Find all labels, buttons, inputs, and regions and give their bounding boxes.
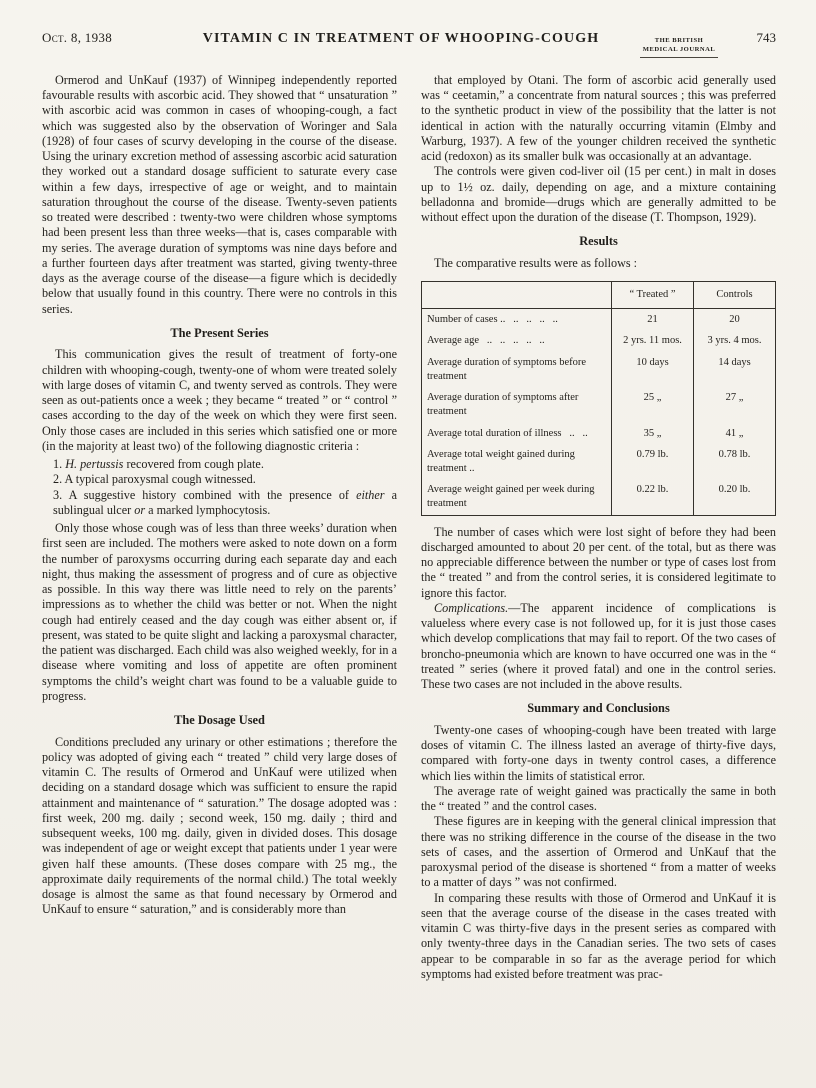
criteria-text: a sublingual ulcer [53,487,398,517]
row-label: Number of cases .. .. .. .. .. [427,313,558,325]
controls-value: 27 „ [694,387,776,422]
table-row [422,308,776,330]
controls-value: 14 days [694,352,776,387]
paragraph: The comparative results were as follows : [434,255,638,270]
paragraph: The average rate of weight gained was practically the same in both the “ treated ” and the control cases. [421,783,776,814]
table-row [422,387,776,422]
table-header-controls: Controls [694,282,776,309]
table-row [422,330,776,352]
criteria-number: 1. [53,457,63,472]
journal-name-line1: THE BRITISH [654,37,704,44]
article-body [42,73,776,982]
table-row [422,352,776,387]
controls-value: 0.20 lb. [694,479,776,515]
treated-value: 0.22 lb. [612,479,694,515]
criteria-italic: either [356,487,385,502]
paragraph: This communication gives the result of treatment of forty-one children with whooping-cough, twenty-one of whom were treated solely with large doses of vitamin C, and twenty served as controls. They were seen as out-patients once a week ; they became “ treated ” or “ control ” cases according to the day of the week on which they were first seen. Only those cases are included in this series which satisfied one or more (in the majority at least two) of the following diagnostic criteria : [42,347,397,453]
paragraph: Only those whose cough was of less than three weeks’ duration when first seen are included. The mothers were asked to note down on a form the number of paroxysms occurring during each separate day and each night, thus making the assessment of progress and of cure as objective as possible. In this way there was little need to rely on the parents’ impressions as to whether the child was better or not. When the night cough had entirely ceased and the day cough was either absent or, if present, was stated to be quite slight and lacking a paroxysmal character, the patient was discharged. Each child was also weighed weekly, for in a disease where vomiting and loss of appetite are often prominent symptoms the child’s weight chart was found to be a valuable guide to progress. [42,521,397,703]
criteria-item-2 [42,472,397,487]
controls-value: 41 „ [694,423,776,445]
section-heading-present-series: The Present Series [170,325,269,340]
paragraph-complications [421,601,776,693]
journal-name [640,37,718,58]
complications-text: —The apparent incidence of complications is valueless where every case is not followed up, for it is just those cases which develop complications that may fail to report. Of the two cases of broncho-pneumonia which are known to have occurred one was in the “ treated ” series (where it proved fatal) and one in the control series. These two cases are not included in the above results. [421,600,776,692]
page-number: 743 [756,30,776,45]
criteria-text: recovered from cough plate. [123,457,264,472]
section-heading-summary: Summary and Conclusions [527,701,670,716]
right-column [421,73,776,982]
controls-value: 20 [694,308,776,330]
table-header-treated: “ Treated ” [612,282,694,309]
paragraph: In comparing these results with those of Ormerod and UnKauf it is seen that the average course of the disease in the cases treated with vitamin C was thirty-five days in the present series as compared with only twenty-three days in the Canadian series. The two sets of cases appear to be comparable in so far as the average period for which symptoms had existed before treatment was prac- [421,890,776,981]
journal-name-line2: MEDICAL JOURNAL [642,45,716,53]
criteria-text: A typical paroxysmal cough witnessed. [64,472,256,487]
criteria-text: a marked lymphocytosis. [148,502,271,517]
row-label: Average weight gained per week during treatment [427,484,595,510]
row-label: Average total duration of illness .. .. [427,427,588,439]
table-row [422,444,776,479]
criteria-item-3 [42,488,397,519]
paragraph: Twenty-one cases of whooping-cough have been treated with large doses of vitamin C. The illness lasted an average of thirty-five days, compared with forty-one days in twenty control cases, a difference which lies within the limits of statistical error. [421,722,776,783]
criteria-item-1 [42,457,397,472]
paragraph: The number of cases which were lost sight of before they had been discharged amounted to about 20 per cent. of the total, but as there was no appreciable difference between the number or type of cases lost from the “ treated ” and from the control series, it is considered legitimate to ignore this factor. [421,524,776,600]
row-label: Average duration of symptoms after treatment [427,392,579,417]
complications-lead: Complications. [434,600,509,615]
row-label: Average age .. .. .. .. .. [427,335,545,347]
criteria-number: 3. [53,487,63,502]
table-row [422,423,776,445]
diagnostic-criteria-list [42,457,397,518]
treated-value: 0.79 lb. [612,444,694,479]
controls-value: 0.78 lb. [694,444,776,479]
left-column [42,73,397,982]
criteria-italic: or [134,502,146,517]
paragraph: The controls were given cod-liver oil (15 per cent.) in malt in doses up to 1½ oz. daily, depending on age, and a mixture containing belladonna and bromide—drugs which are generally admitted to be without effect upon the duration of the disease (T. Thompson, 1929). [421,164,776,225]
results-table-body [422,308,776,515]
table-header-row [422,282,776,309]
row-label: Average total weight gained during treatment .. [427,449,575,474]
paragraph: that employed by Otani. The form of ascorbic acid generally used was “ ceetamin,” a concentrate from natural sources ; this was preferred to the synthetic product in view of the possibility that the latter is not identical in action with the naturally occurring vitamin (Elmby and Warburg, 1937). A few of the younger children received the synthetic acid (redoxon) as its smaller bulk was occasionally at an advantage. [421,72,776,164]
table-row [422,479,776,515]
results-table-head [422,282,776,309]
paragraph: Conditions precluded any urinary or other estimations ; therefore the policy was adopted of giving each “ treated ” child very large doses of vitamin C. The results of Ormerod and UnKauf were utilized when deciding on a standard dosage which was sufficient to ensure the rapid attainment and maintenance of “ saturation.” The dosage adopted was : first week, 200 mg. daily ; second week, 150 mg. daily ; third and subsequent weeks, 100 mg. daily, given in divided doses. This dosage was independent of age or weight except that patients under 1 year were given half these amounts. (These doses compare with 25 mg., the approximate daily requirements of the normal child.) The total weekly dosage is almost the same as that found necessary by Ormerod and UnKauf to ensure “ saturation,” and is considerably more than [42,734,397,917]
results-table [421,281,776,516]
treated-value: 21 [612,308,694,330]
criteria-number: 2. [53,472,63,487]
criteria-italic: H. pertussis [65,457,124,472]
treated-value: 2 yrs. 11 mos. [612,330,694,352]
issue-date: Oct. 8, 1938 [42,30,112,45]
section-heading-results: Results [579,234,618,249]
running-head [42,30,776,58]
paragraph: Ormerod and UnKauf (1937) of Winnipeg independently reported favourable results with ascorbic acid. They showed that “ unsaturation ” with ascorbic acid was common in cases of whooping-cough, a fact which was suggested also by the observation of Woringer and Sala (1928) of four cases of scurvy developing in the course of the disease. Using the urinary excretion method of assessing ascorbic acid saturation they worked out a standard dosage sufficient to saturate every case within a few days, irrespective of age or weight, and to maintain saturation throughout the course of the disease. Twenty-seven patients so treated were described : twenty-two were children whose symptoms had been present less than three weeks—that is, cases comparable with my series. The average duration of symptoms was nine days before and a further fourteen days after treatment was started, giving twenty-three days as the average course of the disease—a figure which is decidedly below that usually found in this country. There were no controls in this series. [42,72,397,316]
table-header-empty [422,282,612,309]
controls-value: 3 yrs. 4 mos. [694,330,776,352]
criteria-text: A suggestive history combined with the presence of [68,487,349,502]
treated-value: 25 „ [612,387,694,422]
row-label: Average duration of symptoms before treatment [427,356,587,382]
section-heading-dosage-used: The Dosage Used [174,713,265,728]
paragraph: These figures are in keeping with the general clinical impression that there was no striking difference in the course of the disease in the two sets of cases, and the assertion of Ormerod and UnKauf that the paroxysmal period of the disease is shortened “ from a matter of weeks to a matter of days ” was not confirmed. [421,814,776,890]
running-title: VITAMIN C IN TREATMENT OF WHOOPING-COUGH [202,31,600,46]
treated-value: 10 days [612,352,694,387]
treated-value: 35 „ [612,423,694,445]
